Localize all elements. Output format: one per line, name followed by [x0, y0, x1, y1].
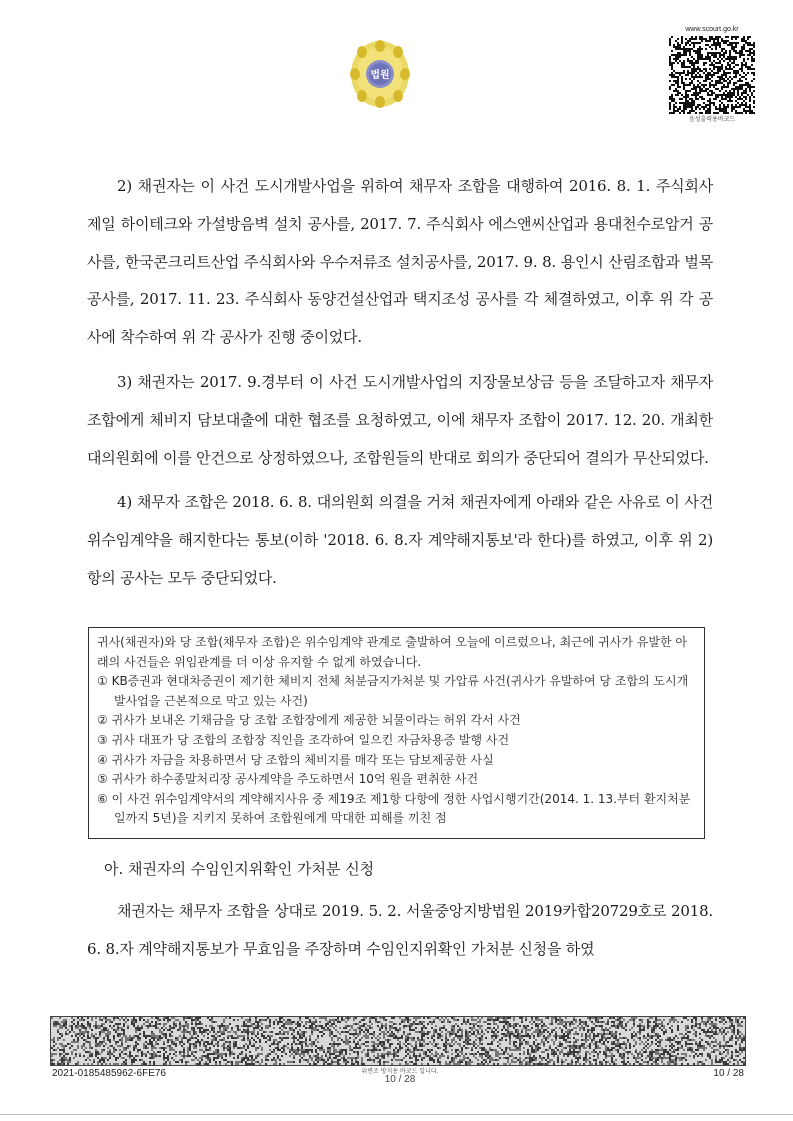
notice-item: ① KB증권과 현대차증권이 제기한 체비지 전체 처분금지가처분 및 가압류 사건(귀사가 유발하여 당 조합의 도시개발사업을 근본적으로 막고 있는 사건): [97, 674, 689, 708]
qr-site-url: www.scourt.go.kr: [685, 26, 739, 33]
court-seal-icon: [349, 38, 411, 110]
qr-caption: 음성출력용바코드: [688, 116, 736, 123]
section-paragraph: 채권자는 채무자 조합을 상대로 2019. 5. 2. 서울중앙지방법원 2019카합20729호로 2018. 6. 8.자 계약해지통보가 무효임을 주장하며 수임인지위확인 가처분 신청을 하였: [87, 902, 713, 958]
qr-code-icon: [669, 36, 755, 114]
body-content: [87, 168, 713, 598]
notice-item: ③ 귀사 대표가 당 조합의 조합장 직인을 조각하여 일으킨 자금차용증 발행 사건: [97, 732, 510, 747]
paragraph-3: 3) 채권자는 2017. 9.경부터 이 사건 도시개발사업의 지장물보상금 등을 조달하고자 채무자 조합에게 체비지 담보대출에 대한 협조를 요청하였고, 이에 채무자 조합이 2017. 12. 20. 개최한 대의원회에 이를 안건으로 상정하였으나, 조합원들의 반대로 회의가 중단되어 결의가 무산되었다.: [87, 372, 713, 467]
page-bottom-divider: [0, 1114, 793, 1115]
paragraph-4: 4) 채무자 조합은 2018. 6. 8. 대의원회 의결을 거쳐 채권자에게 아래와 같은 사유로 이 사건 위수임계약을 해지한다는 통보(이하 '2018. 6. 8.자 계약해지통보'라 한다)를 하였고, 이후 위 2)항의 공사는 모두 중단되었다.: [87, 493, 713, 587]
notice-intro: 귀사(채권자)와 당 조합(채무자 조합)은 위수임계약 관계로 출발하여 오늘에 이르렀으나, 최근에 귀사가 유발한 아래의 사건들은 위임관계를 더 이상 유지할 수 없게 하였습니다.: [97, 635, 687, 669]
barcode-note: 위변조 방지용 바코드 입니다.: [361, 1068, 439, 1075]
notice-item: ② 귀사가 보내온 기채금을 당 조합 조합장에게 제공한 뇌물이라는 허위 각서 사건: [97, 713, 521, 728]
notice-item: ⑥ 이 사건 위수임계약서의 계약해지사유 중 제19조 제1항 다항에 정한 사업시행기간(2014. 1. 13.부터 환지처분일까지 5년)을 지키지 못하여 조합원에게 막대한 피해를 끼친 점: [97, 791, 691, 826]
notice-item: ④ 귀사가 자금을 차용하면서 당 조합의 체비지를 매각 또는 담보제공한 사실: [97, 752, 494, 767]
seal-text: 법원: [370, 70, 390, 81]
section-content: [87, 893, 713, 969]
termination-notice-box: [88, 627, 705, 839]
paragraph-2: 2) 채권자는 이 사건 도시개발사업을 위하여 채무자 조합을 대행하여 2016. 8. 1. 주식회사 제일 하이테크와 가설방음벽 설치 공사를, 2017. 7. 주식회사 에스앤씨산업과 용대천수로암거 공사를, 한국콘크리트산업 주식회사와 우수저류조 설치공사를, 2017. 9. 8. 용인시 산림조합과 벌목공사를, 2017. 11. 23. 주식회사 동양건설산업과 택지조성 공사를 각 체결하였고, 이후 위 각 공사에 착수하여 위 각 공사가 진행 중이었다.: [87, 177, 713, 347]
document-id: 2021-0185485962-6FE76: [52, 1068, 166, 1079]
page-number-center: 10 / 28: [384, 1074, 416, 1085]
section-heading: 아. 채권자의 수임인지위확인 가처분 신청: [104, 860, 375, 878]
page-number: 10 / 28: [713, 1068, 744, 1079]
notice-item: ⑤ 귀사가 하수종말처리장 공사계약을 주도하면서 10억 원을 편취한 사건: [97, 772, 479, 787]
anti-forgery-barcode-icon: [50, 1016, 746, 1066]
